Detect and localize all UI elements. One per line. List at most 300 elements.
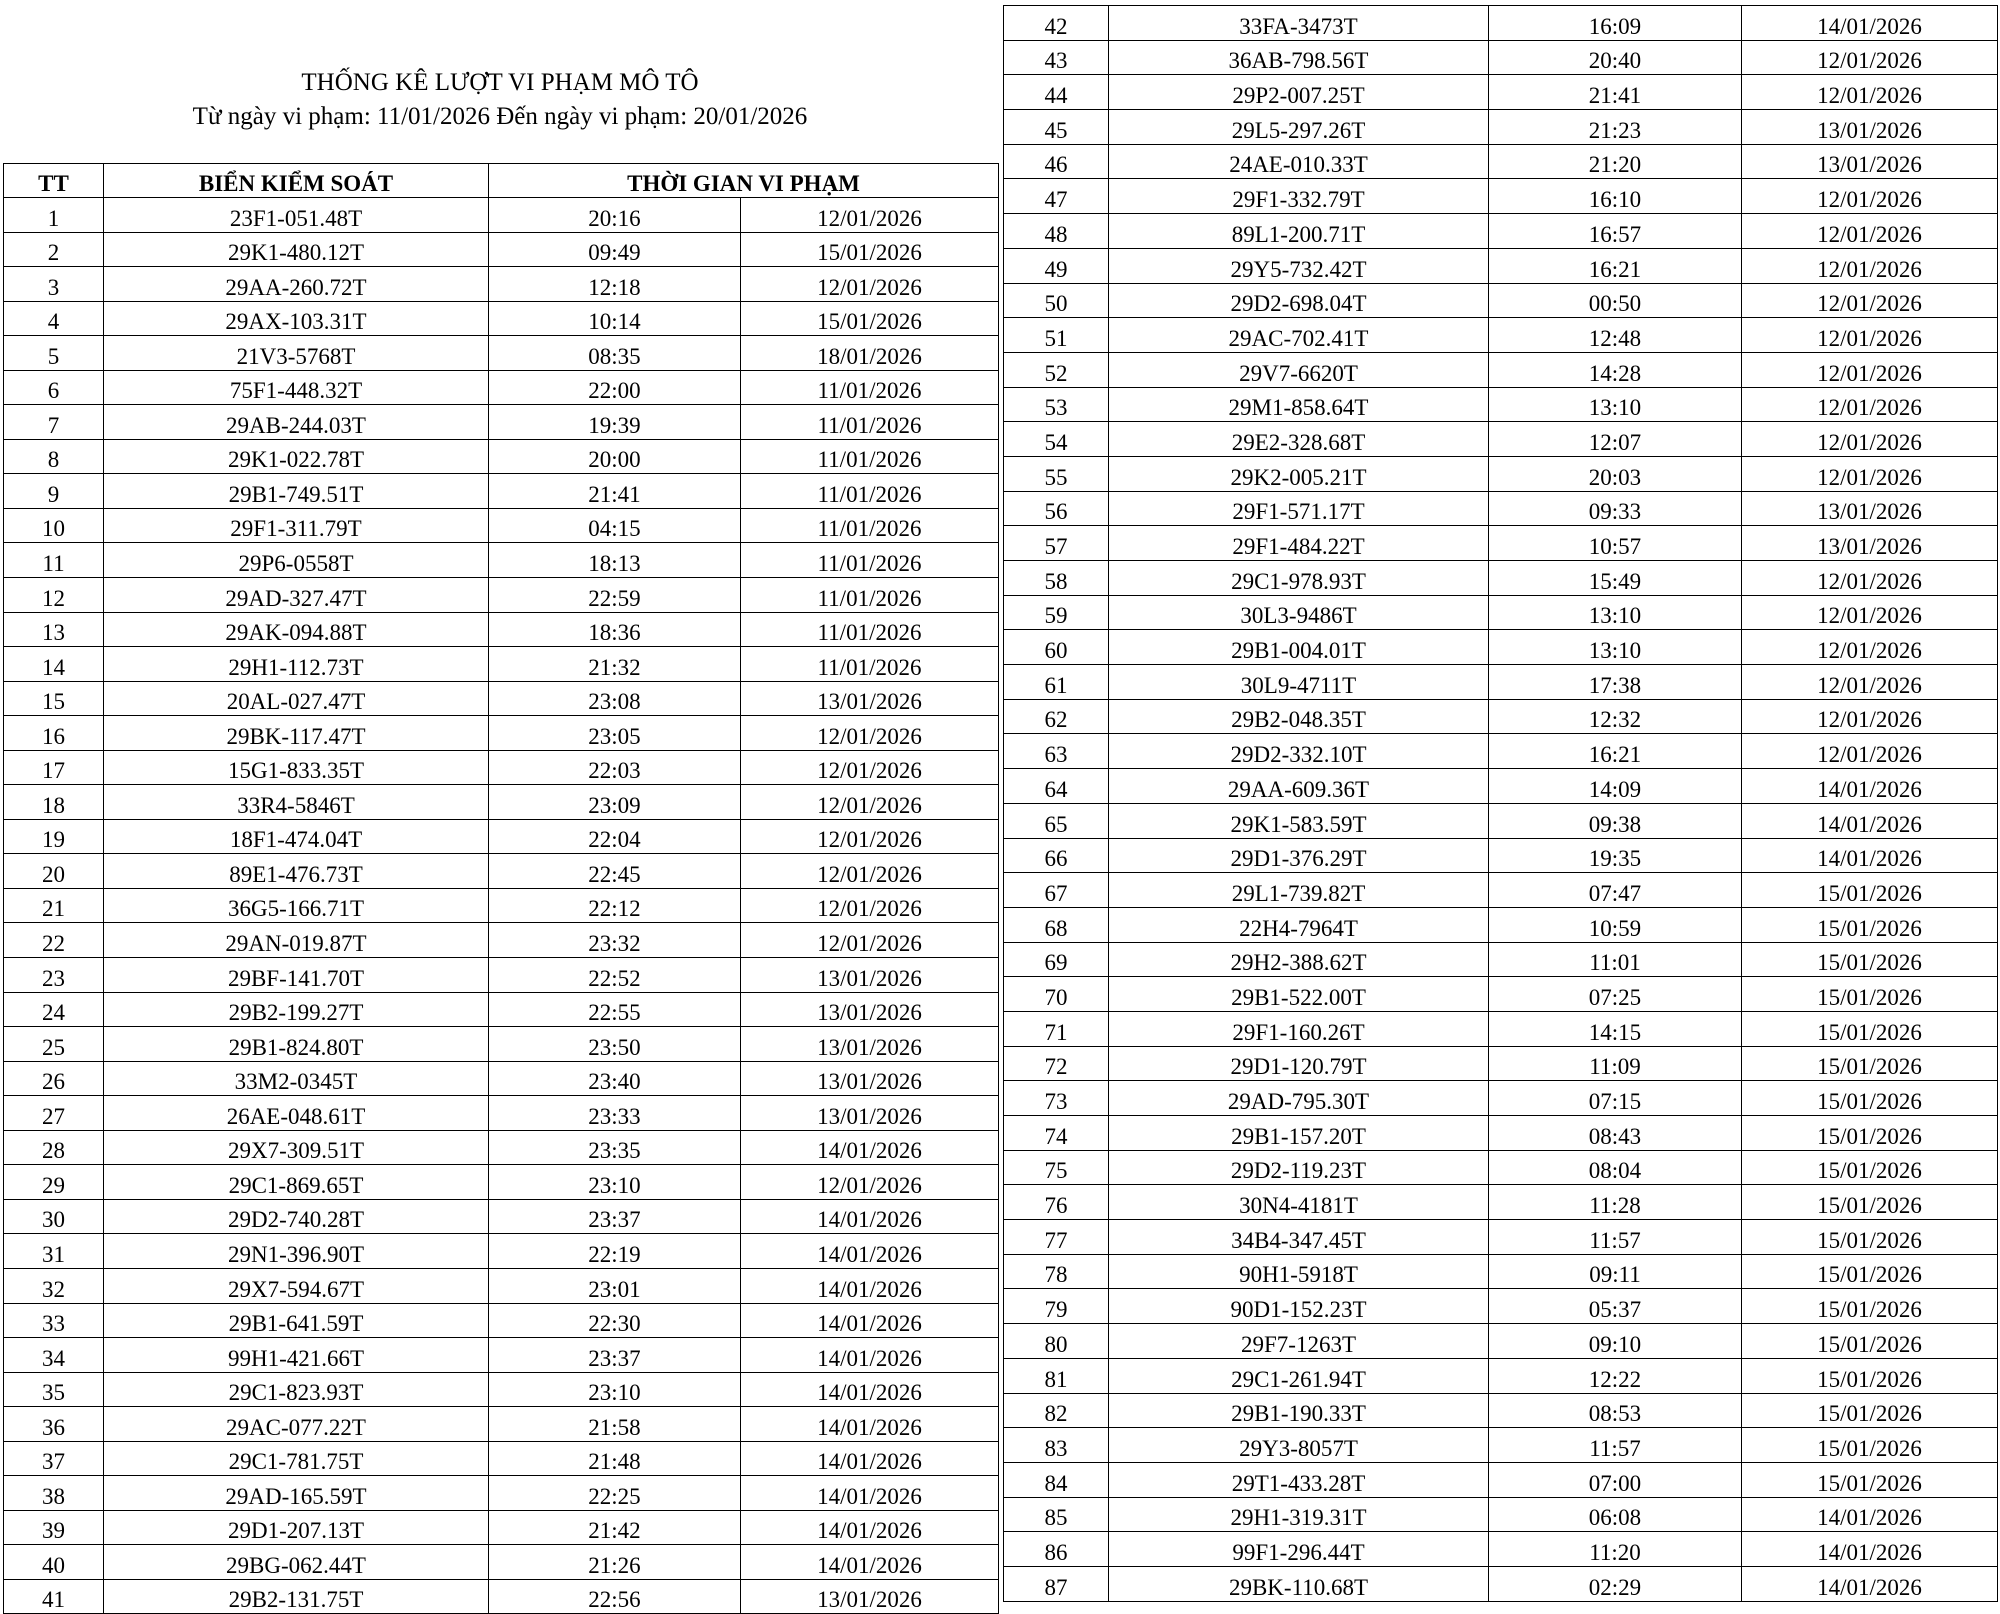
violation-date-cell: 11/01/2026 (741, 612, 999, 647)
violation-date-cell: 15/01/2026 (1742, 1289, 1998, 1324)
violation-time-cell: 16:21 (1489, 248, 1742, 283)
violation-time-cell: 12:18 (489, 267, 741, 302)
violations-table-left (3, 163, 999, 1614)
license-plate-cell: 29V7-6620T (1109, 352, 1489, 387)
row-number-cell: 27 (4, 1096, 104, 1131)
violation-date-cell: 12/01/2026 (741, 888, 999, 923)
license-plate-cell: 29B2-131.75T (104, 1579, 489, 1614)
violation-time-cell: 22:30 (489, 1303, 741, 1338)
violation-date-cell: 12/01/2026 (1742, 630, 1998, 665)
violation-date-cell: 12/01/2026 (1742, 75, 1998, 110)
row-number-cell: 66 (1004, 838, 1109, 873)
row-number-cell: 69 (1004, 942, 1109, 977)
row-number-cell: 60 (1004, 630, 1109, 665)
license-plate-cell: 99H1-421.66T (104, 1338, 489, 1373)
table-row (1004, 283, 1998, 318)
table-row (1004, 1150, 1998, 1185)
row-number-cell: 18 (4, 785, 104, 820)
table-row (1004, 179, 1998, 214)
violation-time-cell: 00:50 (1489, 283, 1742, 318)
table-row (4, 232, 999, 267)
table-row (1004, 6, 1998, 41)
row-number-cell: 49 (1004, 248, 1109, 283)
license-plate-cell: 29BK-117.47T (104, 716, 489, 751)
license-plate-cell: 90D1-152.23T (1109, 1289, 1489, 1324)
table-row (4, 370, 999, 405)
table-row (4, 1510, 999, 1545)
violation-time-cell: 16:21 (1489, 734, 1742, 769)
license-plate-cell: 29C1-781.75T (104, 1441, 489, 1476)
row-number-cell: 25 (4, 1027, 104, 1062)
table-row (1004, 1185, 1998, 1220)
license-plate-cell: 29AD-165.59T (104, 1476, 489, 1511)
table-row (1004, 942, 1998, 977)
license-plate-cell: 29D1-207.13T (104, 1510, 489, 1545)
violation-date-cell: 13/01/2026 (741, 958, 999, 993)
table-row (1004, 1116, 1998, 1151)
violation-time-cell: 02:29 (1489, 1566, 1742, 1601)
license-plate-cell: 75F1-448.32T (104, 370, 489, 405)
violation-date-cell: 12/01/2026 (1742, 665, 1998, 700)
violation-time-cell: 23:50 (489, 1027, 741, 1062)
row-number-cell: 9 (4, 474, 104, 509)
violation-date-cell: 15/01/2026 (1742, 1081, 1998, 1116)
license-plate-cell: 29AA-609.36T (1109, 769, 1489, 804)
violation-time-cell: 22:12 (489, 888, 741, 923)
violation-date-cell: 11/01/2026 (741, 370, 999, 405)
row-number-cell: 81 (1004, 1358, 1109, 1393)
row-number-cell: 54 (1004, 422, 1109, 457)
row-number-cell: 55 (1004, 456, 1109, 491)
row-number-cell: 42 (1004, 6, 1109, 41)
violation-date-cell: 11/01/2026 (741, 578, 999, 613)
violation-time-cell: 13:10 (1489, 595, 1742, 630)
row-number-cell: 87 (1004, 1566, 1109, 1601)
license-plate-cell: 30N4-4181T (1109, 1185, 1489, 1220)
violation-date-cell: 15/01/2026 (1742, 1150, 1998, 1185)
license-plate-cell: 29D2-332.10T (1109, 734, 1489, 769)
violation-date-cell: 12/01/2026 (1742, 318, 1998, 353)
row-number-cell: 31 (4, 1234, 104, 1269)
violation-time-cell: 21:48 (489, 1441, 741, 1476)
violation-date-cell: 13/01/2026 (1742, 110, 1998, 145)
violation-time-cell: 23:37 (489, 1199, 741, 1234)
table-row (1004, 1428, 1998, 1463)
violation-date-cell: 13/01/2026 (741, 1061, 999, 1096)
violation-time-cell: 20:16 (489, 198, 741, 233)
violation-time-cell: 22:00 (489, 370, 741, 405)
row-number-cell: 33 (4, 1303, 104, 1338)
license-plate-cell: 24AE-010.33T (1109, 144, 1489, 179)
violation-date-cell: 14/01/2026 (741, 1338, 999, 1373)
violation-time-cell: 20:40 (1489, 40, 1742, 75)
license-plate-cell: 29B1-004.01T (1109, 630, 1489, 665)
row-number-cell: 19 (4, 819, 104, 854)
row-number-cell: 21 (4, 888, 104, 923)
license-plate-cell: 29AC-077.22T (104, 1407, 489, 1442)
license-plate-cell: 29B1-522.00T (1109, 977, 1489, 1012)
violation-time-cell: 05:37 (1489, 1289, 1742, 1324)
violation-time-cell: 08:43 (1489, 1116, 1742, 1151)
row-number-cell: 62 (1004, 699, 1109, 734)
license-plate-cell: 29AA-260.72T (104, 267, 489, 302)
row-number-cell: 80 (1004, 1324, 1109, 1359)
license-plate-cell: 29F1-311.79T (104, 508, 489, 543)
row-number-cell: 15 (4, 681, 104, 716)
violation-date-cell: 13/01/2026 (741, 1096, 999, 1131)
violation-date-cell: 12/01/2026 (1742, 456, 1998, 491)
violation-time-cell: 14:15 (1489, 1011, 1742, 1046)
license-plate-cell: 29B1-749.51T (104, 474, 489, 509)
license-plate-cell: 29AX-103.31T (104, 301, 489, 336)
violation-date-cell: 15/01/2026 (1742, 1254, 1998, 1289)
violation-date-cell: 14/01/2026 (741, 1303, 999, 1338)
row-number-cell: 40 (4, 1545, 104, 1580)
license-plate-cell: 29BK-110.68T (1109, 1566, 1489, 1601)
table-row (1004, 422, 1998, 457)
row-number-cell: 2 (4, 232, 104, 267)
row-number-cell: 35 (4, 1372, 104, 1407)
violation-date-cell: 12/01/2026 (741, 198, 999, 233)
violation-date-cell: 13/01/2026 (1742, 491, 1998, 526)
table-row (1004, 1393, 1998, 1428)
license-plate-cell: 29B1-190.33T (1109, 1393, 1489, 1428)
row-number-cell: 82 (1004, 1393, 1109, 1428)
violation-date-cell: 12/01/2026 (741, 785, 999, 820)
violation-date-cell: 12/01/2026 (1742, 179, 1998, 214)
license-plate-cell: 29X7-309.51T (104, 1130, 489, 1165)
row-number-cell: 43 (1004, 40, 1109, 75)
violation-time-cell: 12:22 (1489, 1358, 1742, 1393)
violation-time-cell: 21:20 (1489, 144, 1742, 179)
violation-time-cell: 18:13 (489, 543, 741, 578)
row-number-cell: 20 (4, 854, 104, 889)
license-plate-cell: 33M2-0345T (104, 1061, 489, 1096)
row-number-cell: 36 (4, 1407, 104, 1442)
violation-time-cell: 22:59 (489, 578, 741, 613)
violation-date-cell: 13/01/2026 (1742, 526, 1998, 561)
violation-date-cell: 12/01/2026 (741, 716, 999, 751)
table-row (1004, 1532, 1998, 1567)
violation-time-cell: 23:32 (489, 923, 741, 958)
license-plate-cell: 21V3-5768T (104, 336, 489, 371)
license-plate-cell: 30L3-9486T (1109, 595, 1489, 630)
violation-time-cell: 23:10 (489, 1165, 741, 1200)
violation-date-cell: 11/01/2026 (741, 647, 999, 682)
violation-time-cell: 11:28 (1489, 1185, 1742, 1220)
license-plate-cell: 29BG-062.44T (104, 1545, 489, 1580)
table-row (1004, 630, 1998, 665)
violation-date-cell: 14/01/2026 (1742, 1532, 1998, 1567)
row-number-cell: 50 (1004, 283, 1109, 318)
violation-date-cell: 13/01/2026 (1742, 144, 1998, 179)
violation-time-cell: 10:14 (489, 301, 741, 336)
row-number-cell: 57 (1004, 526, 1109, 561)
violation-date-cell: 15/01/2026 (741, 232, 999, 267)
row-number-cell: 85 (1004, 1497, 1109, 1532)
row-number-cell: 72 (1004, 1046, 1109, 1081)
violation-time-cell: 18:36 (489, 612, 741, 647)
table-row (4, 750, 999, 785)
row-number-cell: 47 (1004, 179, 1109, 214)
table-row (4, 267, 999, 302)
table-row (4, 578, 999, 613)
violation-date-cell: 13/01/2026 (741, 681, 999, 716)
violation-date-cell: 15/01/2026 (741, 301, 999, 336)
violation-date-cell: 14/01/2026 (1742, 769, 1998, 804)
table-row (1004, 1566, 1998, 1601)
violation-time-cell: 11:01 (1489, 942, 1742, 977)
violation-date-cell: 15/01/2026 (1742, 1185, 1998, 1220)
violation-date-cell: 12/01/2026 (741, 854, 999, 889)
violation-date-cell: 14/01/2026 (741, 1268, 999, 1303)
table-row (4, 543, 999, 578)
violation-date-cell: 15/01/2026 (1742, 977, 1998, 1012)
violation-date-cell: 14/01/2026 (741, 1441, 999, 1476)
row-number-cell: 41 (4, 1579, 104, 1614)
row-number-cell: 11 (4, 543, 104, 578)
violation-date-cell: 12/01/2026 (1742, 422, 1998, 457)
row-number-cell: 8 (4, 439, 104, 474)
license-plate-cell: 29L1-739.82T (1109, 873, 1489, 908)
violation-time-cell: 16:10 (1489, 179, 1742, 214)
license-plate-cell: 29AD-327.47T (104, 578, 489, 613)
table-row (4, 1303, 999, 1338)
row-number-cell: 58 (1004, 561, 1109, 596)
license-plate-cell: 29K1-480.12T (104, 232, 489, 267)
table-row (4, 508, 999, 543)
table-row (4, 819, 999, 854)
row-number-cell: 78 (1004, 1254, 1109, 1289)
row-number-cell: 65 (1004, 803, 1109, 838)
violation-time-cell: 15:49 (1489, 561, 1742, 596)
violation-time-cell: 21:58 (489, 1407, 741, 1442)
table-row (1004, 110, 1998, 145)
table-row (1004, 1324, 1998, 1359)
license-plate-cell: 26AE-048.61T (104, 1096, 489, 1131)
license-plate-cell: 29K2-005.21T (1109, 456, 1489, 491)
table-row (1004, 248, 1998, 283)
row-number-cell: 52 (1004, 352, 1109, 387)
violation-time-cell: 22:03 (489, 750, 741, 785)
table-row (1004, 873, 1998, 908)
license-plate-cell: 29C1-978.93T (1109, 561, 1489, 596)
row-number-cell: 16 (4, 716, 104, 751)
violation-date-cell: 15/01/2026 (1742, 1393, 1998, 1428)
table-row (1004, 1289, 1998, 1324)
table-row (1004, 595, 1998, 630)
table-row (4, 474, 999, 509)
license-plate-cell: 29BF-141.70T (104, 958, 489, 993)
license-plate-cell: 34B4-347.45T (1109, 1220, 1489, 1255)
table-row (4, 1407, 999, 1442)
violation-date-cell: 15/01/2026 (1742, 1462, 1998, 1497)
table-row (4, 198, 999, 233)
violation-time-cell: 16:09 (1489, 6, 1742, 41)
violation-date-cell: 14/01/2026 (1742, 803, 1998, 838)
license-plate-cell: 29B1-824.80T (104, 1027, 489, 1062)
row-number-cell: 79 (1004, 1289, 1109, 1324)
row-number-cell: 12 (4, 578, 104, 613)
violation-time-cell: 08:35 (489, 336, 741, 371)
license-plate-cell: 29D2-119.23T (1109, 1150, 1489, 1185)
violation-time-cell: 22:55 (489, 992, 741, 1027)
table-row (4, 1061, 999, 1096)
row-number-cell: 45 (1004, 110, 1109, 145)
violation-time-cell: 21:23 (1489, 110, 1742, 145)
table-row (1004, 1497, 1998, 1532)
violation-time-cell: 22:45 (489, 854, 741, 889)
table-row (1004, 40, 1998, 75)
violation-date-cell: 14/01/2026 (1742, 6, 1998, 41)
violation-time-cell: 23:10 (489, 1372, 741, 1407)
license-plate-cell: 29F1-484.22T (1109, 526, 1489, 561)
row-number-cell: 26 (4, 1061, 104, 1096)
violation-date-cell: 14/01/2026 (741, 1130, 999, 1165)
license-plate-cell: 29AN-019.87T (104, 923, 489, 958)
row-number-cell: 70 (1004, 977, 1109, 1012)
violation-date-cell: 11/01/2026 (741, 474, 999, 509)
violation-time-cell: 12:48 (1489, 318, 1742, 353)
row-number-cell: 44 (1004, 75, 1109, 110)
row-number-cell: 86 (1004, 1532, 1109, 1567)
license-plate-cell: 29Y3-8057T (1109, 1428, 1489, 1463)
license-plate-cell: 23F1-051.48T (104, 198, 489, 233)
table-row (4, 405, 999, 440)
license-plate-cell: 29T1-433.28T (1109, 1462, 1489, 1497)
violation-time-cell: 11:57 (1489, 1428, 1742, 1463)
violation-date-cell: 13/01/2026 (741, 1027, 999, 1062)
table-row (1004, 491, 1998, 526)
row-number-cell: 38 (4, 1476, 104, 1511)
row-number-cell: 68 (1004, 907, 1109, 942)
violation-time-cell: 11:20 (1489, 1532, 1742, 1567)
violation-date-cell: 13/01/2026 (741, 992, 999, 1027)
violation-time-cell: 23:09 (489, 785, 741, 820)
violation-time-cell: 13:10 (1489, 387, 1742, 422)
row-number-cell: 73 (1004, 1081, 1109, 1116)
violation-time-cell: 10:57 (1489, 526, 1742, 561)
document-header (0, 66, 1000, 134)
row-number-cell: 13 (4, 612, 104, 647)
license-plate-cell: 29X7-594.67T (104, 1268, 489, 1303)
violation-date-cell: 12/01/2026 (741, 819, 999, 854)
table-row (4, 1130, 999, 1165)
violation-time-cell: 09:11 (1489, 1254, 1742, 1289)
table-row (4, 1338, 999, 1373)
license-plate-cell: 29P6-0558T (104, 543, 489, 578)
violation-date-cell: 12/01/2026 (1742, 248, 1998, 283)
license-plate-cell: 22H4-7964T (1109, 907, 1489, 942)
table-row (4, 1165, 999, 1200)
column-header-plate: BIỂN KIỂM SOÁT (104, 164, 489, 198)
table-row (1004, 214, 1998, 249)
violation-time-cell: 17:38 (1489, 665, 1742, 700)
violation-date-cell: 12/01/2026 (1742, 352, 1998, 387)
violation-time-cell: 20:03 (1489, 456, 1742, 491)
table-row (4, 1199, 999, 1234)
table-row (4, 612, 999, 647)
table-row (1004, 838, 1998, 873)
row-number-cell: 71 (1004, 1011, 1109, 1046)
violation-date-cell: 14/01/2026 (1742, 1497, 1998, 1532)
violation-time-cell: 19:39 (489, 405, 741, 440)
row-number-cell: 53 (1004, 387, 1109, 422)
violation-date-cell: 11/01/2026 (741, 439, 999, 474)
table-row (4, 992, 999, 1027)
row-number-cell: 32 (4, 1268, 104, 1303)
row-number-cell: 5 (4, 336, 104, 371)
violation-date-cell: 15/01/2026 (1742, 1324, 1998, 1359)
license-plate-cell: 29F1-332.79T (1109, 179, 1489, 214)
document-title: THỐNG KÊ LƯỢT VI PHẠM MÔ TÔ (301, 69, 699, 96)
table-row (1004, 734, 1998, 769)
table-row (1004, 75, 1998, 110)
violation-time-cell: 21:41 (489, 474, 741, 509)
row-number-cell: 3 (4, 267, 104, 302)
violation-time-cell: 23:33 (489, 1096, 741, 1131)
violation-time-cell: 22:25 (489, 1476, 741, 1511)
violation-date-cell: 12/01/2026 (1742, 595, 1998, 630)
table-row (1004, 318, 1998, 353)
violation-time-cell: 23:01 (489, 1268, 741, 1303)
row-number-cell: 37 (4, 1441, 104, 1476)
table-row (1004, 561, 1998, 596)
violation-time-cell: 23:37 (489, 1338, 741, 1373)
violation-date-cell: 15/01/2026 (1742, 1358, 1998, 1393)
violation-time-cell: 06:08 (1489, 1497, 1742, 1532)
row-number-cell: 4 (4, 301, 104, 336)
row-number-cell: 24 (4, 992, 104, 1027)
license-plate-cell: 29N1-396.90T (104, 1234, 489, 1269)
table-row (4, 716, 999, 751)
license-plate-cell: 33R4-5846T (104, 785, 489, 820)
violations-table-right (1003, 5, 1998, 1602)
license-plate-cell: 29AD-795.30T (1109, 1081, 1489, 1116)
license-plate-cell: 29H2-388.62T (1109, 942, 1489, 977)
violation-time-cell: 08:04 (1489, 1150, 1742, 1185)
row-number-cell: 61 (1004, 665, 1109, 700)
violation-time-cell: 07:47 (1489, 873, 1742, 908)
row-number-cell: 75 (1004, 1150, 1109, 1185)
violation-date-cell: 12/01/2026 (741, 750, 999, 785)
row-number-cell: 64 (1004, 769, 1109, 804)
row-number-cell: 59 (1004, 595, 1109, 630)
violation-date-cell: 11/01/2026 (741, 543, 999, 578)
license-plate-cell: 29F1-571.17T (1109, 491, 1489, 526)
violation-time-cell: 21:26 (489, 1545, 741, 1580)
table-row (4, 1027, 999, 1062)
violation-date-cell: 14/01/2026 (741, 1407, 999, 1442)
license-plate-cell: 29C1-823.93T (104, 1372, 489, 1407)
license-plate-cell: 29D2-740.28T (104, 1199, 489, 1234)
table-row (4, 854, 999, 889)
table-row (1004, 387, 1998, 422)
row-number-cell: 7 (4, 405, 104, 440)
violation-time-cell: 23:08 (489, 681, 741, 716)
violation-time-cell: 07:15 (1489, 1081, 1742, 1116)
license-plate-cell: 29D1-120.79T (1109, 1046, 1489, 1081)
violation-time-cell: 19:35 (1489, 838, 1742, 873)
license-plate-cell: 29P2-007.25T (1109, 75, 1489, 110)
violation-date-cell: 12/01/2026 (1742, 387, 1998, 422)
violation-time-cell: 12:32 (1489, 699, 1742, 734)
violation-time-cell: 16:57 (1489, 214, 1742, 249)
license-plate-cell: 33FA-3473T (1109, 6, 1489, 41)
violation-date-cell: 14/01/2026 (1742, 838, 1998, 873)
violation-time-cell: 21:32 (489, 647, 741, 682)
table-row (4, 1441, 999, 1476)
